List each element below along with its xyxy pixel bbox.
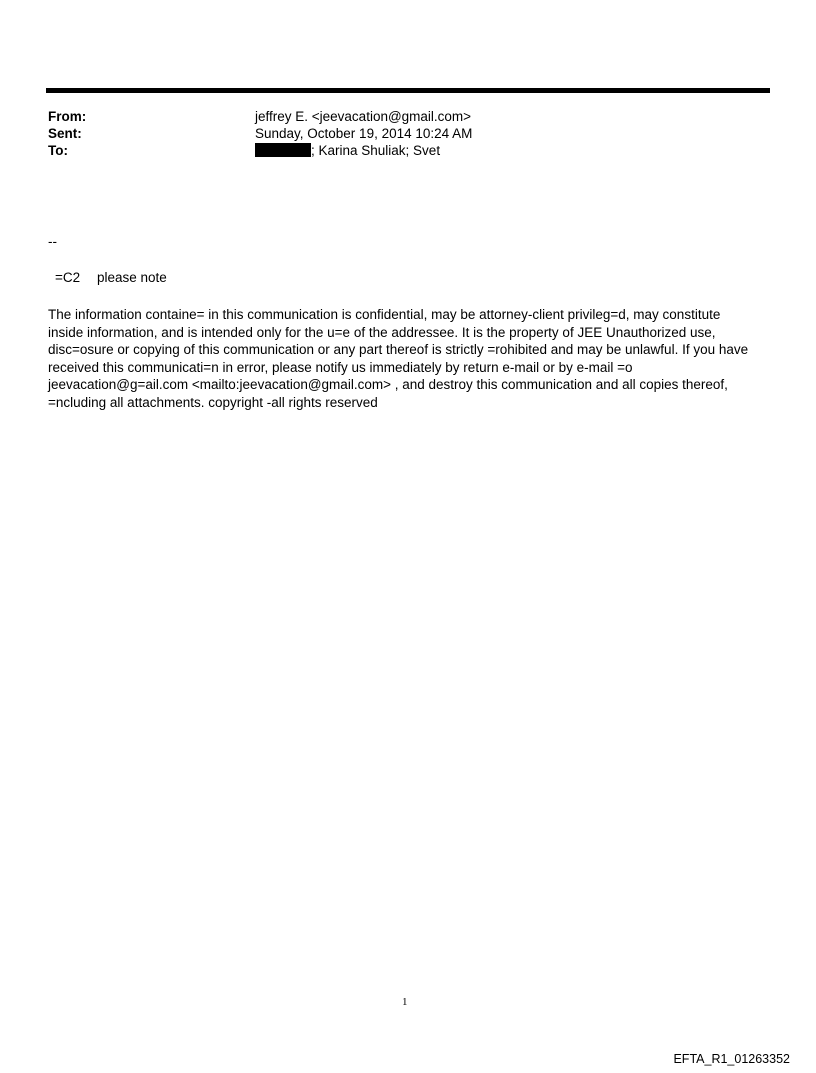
note-code: =C2 (55, 270, 81, 285)
note-text: please note (97, 270, 167, 285)
to-value: ; Karina Shuliak; Svet (311, 143, 441, 158)
to-label: To: (48, 143, 68, 158)
signature-dashes: -- (48, 234, 57, 249)
header-divider (46, 88, 770, 93)
from-label: From: (48, 109, 87, 124)
confidentiality-disclaimer (48, 306, 768, 411)
sent-row (48, 125, 768, 142)
sent-label: Sent: (48, 126, 82, 141)
email-header (48, 108, 768, 159)
disclaimer-line: =ncluding all attachments. copyright -all rights reserved (48, 394, 378, 410)
document-id: EFTA_R1_01263352 (673, 1052, 790, 1066)
to-value-wrapper (255, 142, 440, 159)
disclaimer-line: jeevacation@g=ail.com <mailto:jeevacation@gmail.com> , and destroy this communication and all copies thereof, (48, 377, 728, 392)
disclaimer-line: The information containe= in this communication is confidential, may be attorney-client privileg=d, may constitute (48, 307, 721, 322)
from-value: jeffrey E. <jeevacation@gmail.com> (255, 109, 472, 124)
from-row (48, 108, 768, 125)
sent-value: Sunday, October 19, 2014 10:24 AM (255, 126, 473, 141)
disclaimer-line: inside information, and is intended only for the u=e of the addressee. It is the property of JEE Unauthorized use, (48, 324, 716, 340)
redaction-block (255, 143, 311, 157)
disclaimer-line: received this communicati=n in error, please notify us immediately by return e-mail or by e-mail =o (48, 359, 633, 375)
disclaimer-line: disc=osure or copying of this communication or any part thereof is strictly =rohibited and may be unlawful. If you have (48, 342, 749, 357)
page-number: 1 (402, 996, 408, 1008)
note-line (55, 270, 167, 285)
to-row (48, 142, 768, 159)
